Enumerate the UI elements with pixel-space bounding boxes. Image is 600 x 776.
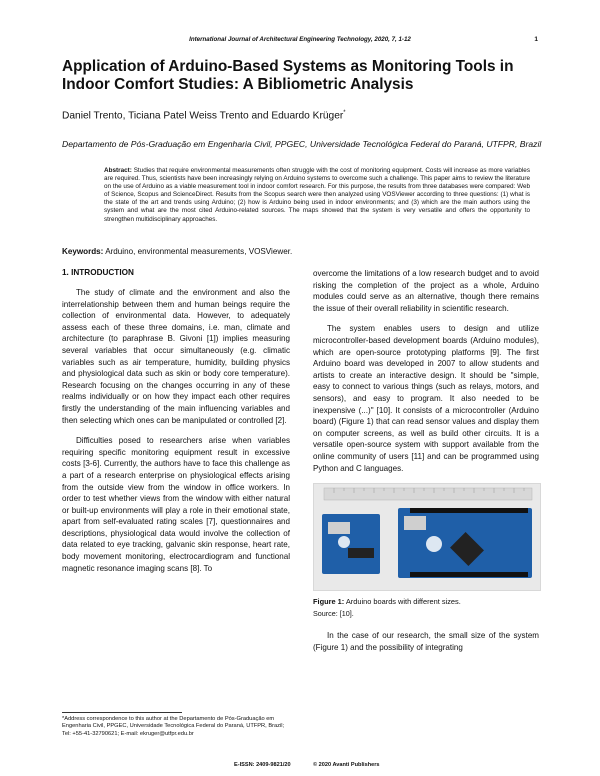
usb-connector-large — [404, 516, 426, 530]
authors — [62, 110, 346, 121]
arduino-logo-small — [338, 536, 350, 548]
intro-paragraph-1: The study of climate and the environment and also the interrelationship between them and human beings require the collection of environmental data. However, to adequately assess each of these three domains, i.e. man, climate and architecture (to paraphrase B. Givoni [1]) implies measuring several variables that occur simultaneously (e.g. climatic variables such as air temperature, humidity, building physics and physiological data such as skin or body core temperature). Research focusing on the changes occurring in any of these realms individually or on how they impact each other requires firstly the understanding of the main influencing variables and then selecting which ones can be manipulated or controlled [2]. — [62, 288, 290, 425]
intro-paragraph-3: overcome the limitations of a low research budget and to avoid risking the completion of the project as a whole, Arduino modules could serve as an alternative, though there remains the issue of their overall reliability in scientific research. — [313, 269, 539, 313]
footer-issn: E-ISSN: 2409-9821/20 — [234, 762, 291, 768]
footer-copyright: © 2020 Avanti Publishers — [313, 762, 380, 768]
header-pins-top — [410, 508, 528, 513]
figure-1-source: Source: [10]. — [313, 609, 354, 619]
keywords-text: Arduino, environmental measurements, VOSViewer. — [105, 247, 293, 256]
ruler — [324, 488, 532, 500]
abstract-label: Abstract: — [104, 167, 132, 174]
section-heading: 1. INTRODUCTION — [62, 268, 134, 277]
header-pins-bottom — [410, 572, 528, 577]
paper-title: Application of Arduino-Based Systems as Monitoring Tools in Indoor Comfort Studies: A Bibliometric Analysis — [62, 58, 514, 93]
footnote-divider — [62, 712, 182, 713]
figure-1-label: Figure 1: — [313, 597, 345, 607]
figure-1-image — [313, 483, 541, 591]
page-number: 1 — [534, 36, 538, 43]
correspondence-footnote: *Address correspondence to this author at the Departamento de Pós-Graduação em Engenharia Civil, PPGEC, Universidade Tecnológica Federal do Paraná, UTFPR, Brazil; Tel: +55-41-32790621; E-mail: ekruger@utfpr.edu.br — [62, 716, 285, 737]
left-column — [62, 268, 290, 583]
abstract-text: Studies that require environmental measurements often struggle with the cost of monitoring equipment. Costs will increase as more variables are required. Thus, scientists have been increasingly relying on Arduino systems to overcome such a challenge. This paper aims to review the literature on the use of Arduino as a viable measurement tool in indoor comfort research. For this purpose, the results from three databases were compared: Web of Science, Scopus and ScienceDirect. Results from the Scopus search were then analyzed using VOSViewer according to three questions: (1) what is the state of the art and trends using Arduino; (2) how is Arduino being used in indoor environments; and (3) which are the main authors using the system and what are the most cited Arduino-related sources. The maps showed that the system is very versatile and offers the opportunity to strengthen multidisciplinary approaches. — [104, 167, 530, 223]
figure-1-caption-text: Arduino boards with different sizes. — [345, 597, 461, 607]
right-column — [313, 268, 539, 662]
running-head: International Journal of Architectural Engineering Technology, 2020, 7, 1-12 — [189, 36, 411, 43]
keywords-label: Keywords: — [62, 247, 104, 256]
intro-paragraph-5: In the case of our research, the small size of the system (Figure 1) and the possibility of integrating — [313, 631, 539, 652]
affiliation: Departamento de Pós-Graduação em Engenharia Civil, PPGEC, Universidade Tecnológica Federal do Paraná, UTFPR, Brazil — [62, 139, 542, 149]
corresponding-mark: * — [343, 110, 346, 116]
figure-1-caption — [313, 597, 539, 607]
microcontroller-chip-small — [348, 548, 374, 558]
keywords — [62, 247, 542, 256]
abstract — [104, 167, 530, 224]
author-names: Daniel Trento, Ticiana Patel Weiss Trento and Eduardo Krüger — [62, 110, 344, 122]
arduino-boards-photo — [314, 484, 540, 590]
intro-paragraph-2: Difficulties posed to researchers arise when variables requiring specific monitoring equipment result in excessive costs [3-6]. Currently, the authors have to face this challenge as a part of a research enterprise on physiological effects arising from the outside view from the window in office workers. In order to test whether views from the window with either natural or built-up environments will play a role in their emotional state, apart from self-evaluated rating scales [7], questionnaires and descriptions, physiological data would involve the collection of data related to eye tracking, galvanic skin response, heart rate, body movement monitoring, electrocardiogram and functional magnetic resonance imaging scans [8]. To — [62, 436, 290, 573]
intro-paragraph-4: The system enables users to design and utilize microcontroller-based development boards (Arduino modules), which are open-source prototyping platforms [9]. The first Arduino board was developed in 2007 to allow students and artists to create an interactive design. It should be "simple, easy to connect to various things (such as relays, motors, and sensors), and easy to program. It also needed to be inexpensive (...)" [10]. It consists of a microcontroller (Arduino board) (Figure 1) that can read sensor values and display them on computer screens, as well as build other circuits. It is a versatile open-source system with support available from the online community of users [11] and can be programmed using Python and C languages. — [313, 324, 539, 473]
arduino-logo-large — [426, 536, 442, 552]
usb-connector-small — [328, 522, 350, 534]
